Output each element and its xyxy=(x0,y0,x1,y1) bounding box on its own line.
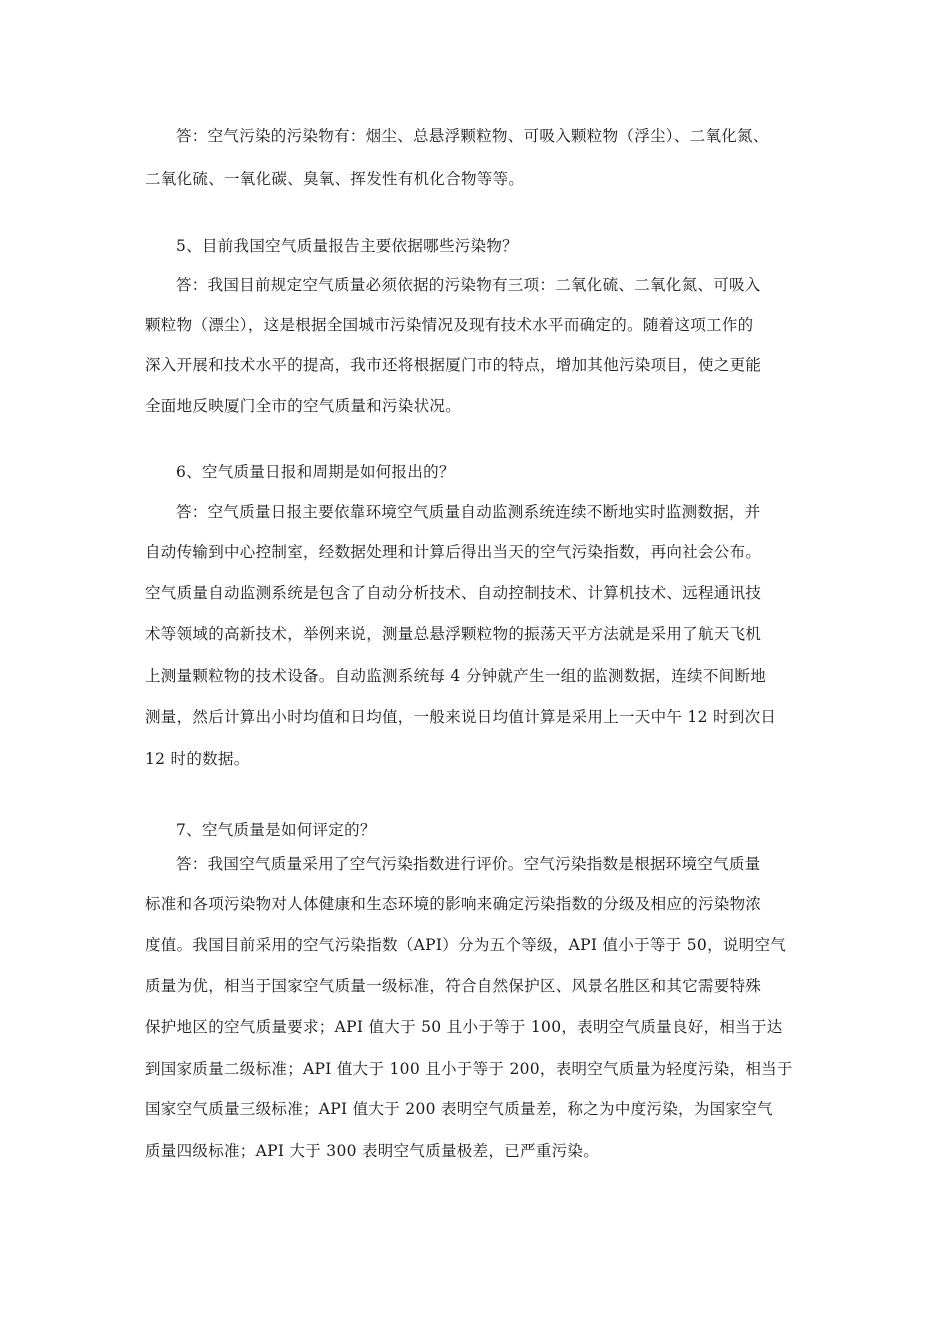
answer-text-line: 质量为优，相当于国家空气质量一级标准，符合自然保护区、风景名胜区和其它需要特殊 xyxy=(145,977,762,995)
answer-text-line: 全面地反映厦门全市的空气质量和污染状况。 xyxy=(145,397,462,415)
question-heading: 6、空气质量日报和周期是如何报出的？ xyxy=(176,463,455,481)
answer-text-line: 度值。我国目前采用的空气污染指数（API）分为五个等级，API 值小于等于 50，说明空气 xyxy=(145,936,787,954)
answer-text-line: 保护地区的空气质量要求；API 值大于 50 且小于等于 100，表明空气质量良好，相当于达 xyxy=(145,1018,783,1036)
answer-text-line: 空气质量自动监测系统是包含了自动分析技术、自动控制技术、计算机技术、远程通讯技 xyxy=(145,584,762,602)
answer-text-line: 质量四级标准；API 大于 300 表明空气质量极差，已严重污染。 xyxy=(145,1142,600,1160)
answer-text-line: 标准和各项污染物对人体健康和生态环境的影响来确定污染指数的分级及相应的污染物浓 xyxy=(145,895,762,913)
question-heading: 5、目前我国空气质量报告主要依据哪些污染物？ xyxy=(176,237,518,255)
answer-text-line: 颗粒物（漂尘），这是根据全国城市污染情况及现有技术水平而确定的。随着这项工作的 xyxy=(145,316,754,334)
answer-text-line: 到国家质量二级标准；API 值大于 100 且小于等于 200，表明空气质量为轻度污染，相当于 xyxy=(145,1060,793,1078)
answer-text-line: 12 时的数据。 xyxy=(145,750,250,768)
answer-text-line: 答：我国目前规定空气质量必须依据的污染物有三项：二氧化硫、二氧化氮、可吸入 xyxy=(176,276,761,294)
answer-text-line: 答：空气质量日报主要依靠环境空气质量自动监测系统连续不断地实时监测数据，并 xyxy=(176,503,761,521)
answer-text-line: 上测量颗粒物的技术设备。自动监测系统每 4 分钟就产生一组的监测数据，连续不间断地 xyxy=(145,667,767,685)
answer-text-line: 国家空气质量三级标准；API 值大于 200 表明空气质量差，称之为中度污染，为国家空气 xyxy=(145,1100,773,1118)
answer-text-line: 深入开展和技术水平的提高，我市还将根据厦门市的特点，增加其他污染项目，使之更能 xyxy=(145,356,762,374)
question-heading: 7、空气质量是如何评定的？ xyxy=(176,821,376,839)
answer-text-line: 自动传输到中心控制室，经数据处理和计算后得出当天的空气污染指数，再向社会公布。 xyxy=(145,543,762,561)
answer-text-line: 答：我国空气质量采用了空气污染指数进行评价。空气污染指数是根据环境空气质量 xyxy=(176,855,761,873)
answer-text-line: 术等领域的高新技术，举例来说，测量总悬浮颗粒物的振荡天平方法就是采用了航天飞机 xyxy=(145,625,762,643)
answer-text-line: 答：空气污染的污染物有：烟尘、总悬浮颗粒物、可吸入颗粒物（浮尘）、二氧化氮、 xyxy=(176,127,769,145)
answer-text-line: 测量，然后计算出小时均值和日均值，一般来说日均值计算是采用上一天中午 12 时到次日 xyxy=(145,708,777,726)
answer-text-line: 二氧化硫、一氧化碳、臭氧、挥发性有机化合物等等。 xyxy=(145,170,525,188)
